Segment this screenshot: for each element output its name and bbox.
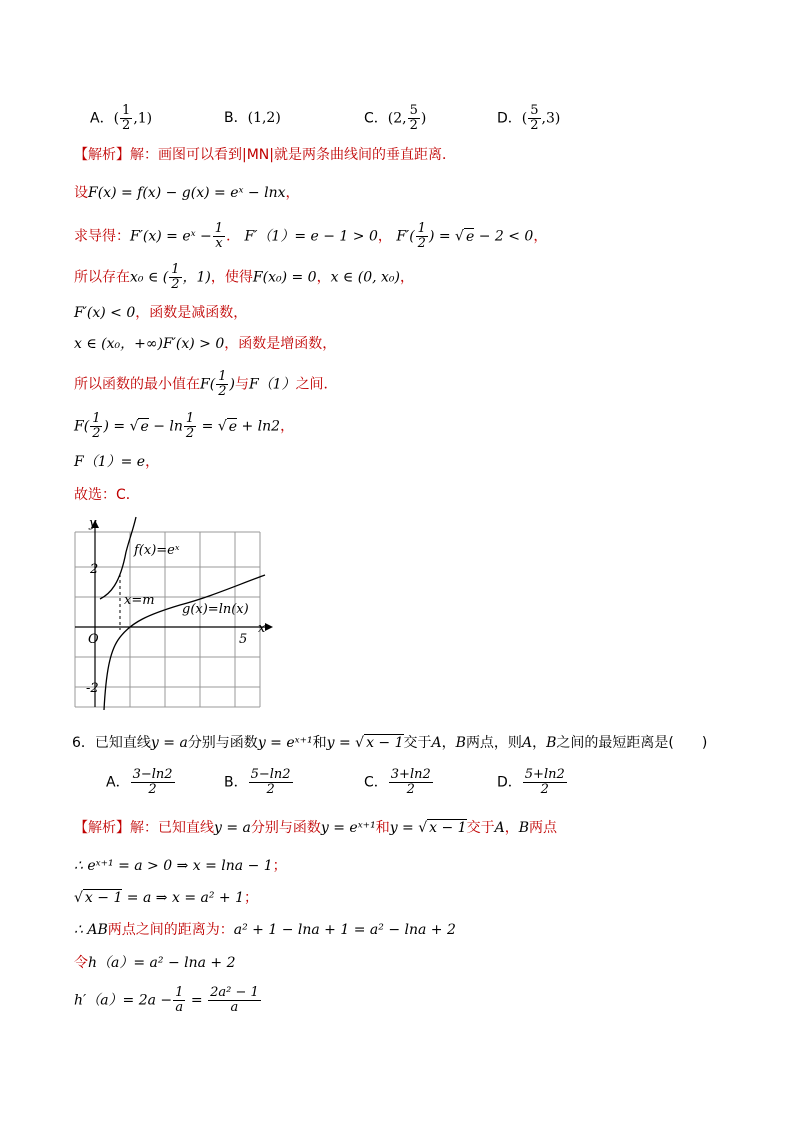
- formula: x ∈ (0, x₀): [330, 269, 400, 286]
- sqrt-content: e: [228, 418, 238, 435]
- formula: F′(x) = eˣ −: [130, 228, 212, 245]
- g-label: g(x)=ln(x): [182, 602, 249, 617]
- numerator: 5−ln2: [250, 767, 291, 782]
- option-text: (1,2): [247, 110, 281, 126]
- analysis-text: 解：画图可以看到|MN|就是两条曲线间的垂直距离．: [130, 147, 456, 163]
- tick-neg2: -2: [86, 681, 99, 696]
- q5-line-9: [74, 485, 140, 505]
- denominator: 2: [185, 426, 195, 441]
- text: ；: [244, 890, 258, 906]
- q5-line-8: [74, 452, 159, 472]
- option-label: A．: [90, 110, 114, 127]
- formula: ) =: [428, 228, 456, 245]
- formula: F′(: [396, 228, 415, 245]
- function-graph: [70, 512, 280, 712]
- sqrt-content: e: [465, 228, 475, 245]
- text: ，: [441, 735, 456, 751]
- fraction: [208, 986, 261, 1015]
- option-text: (2,: [387, 110, 407, 127]
- text: 和: [375, 820, 390, 836]
- text: 两点之间的距离为：: [107, 922, 234, 938]
- formula: y = a: [150, 735, 188, 751]
- fraction: [528, 104, 540, 133]
- formula: x ∈ (x₀，+∞)F′(x) > 0: [74, 336, 225, 352]
- fraction: [173, 986, 185, 1015]
- formula: h（a）= a² − lna + 2: [88, 955, 236, 971]
- formula: A: [431, 735, 442, 751]
- formula: y = eˣ⁺¹: [320, 820, 376, 836]
- fraction: [90, 412, 102, 441]
- denominator: 2: [148, 782, 157, 797]
- text: ，: [316, 269, 331, 286]
- formula: F(x) = f(x) − g(x) = eˣ − lnx: [88, 185, 286, 201]
- q5-line-3: [74, 263, 414, 292]
- numerator: 3+ln2: [390, 767, 431, 782]
- text: 求导得：: [74, 228, 130, 245]
- fraction: [213, 222, 225, 251]
- origin-label: O: [88, 632, 99, 647]
- fraction: [216, 370, 228, 399]
- text: 解：已知直线: [130, 820, 214, 836]
- m-label: x=m: [124, 593, 155, 608]
- text: 之间的最短距离是( ): [556, 735, 708, 751]
- text: ，: [399, 269, 414, 286]
- text: 分别与函数: [250, 820, 321, 836]
- x-label: x: [258, 621, 266, 636]
- q5-line-1: [74, 183, 299, 203]
- denominator: 2: [171, 277, 180, 292]
- denominator: 2: [530, 118, 539, 133]
- numerator: 1: [214, 221, 224, 236]
- denominator: 2: [122, 118, 131, 133]
- formula: F(x₀) = 0: [252, 269, 317, 286]
- q5-option-b[interactable]: [224, 108, 281, 128]
- option-label: A．: [106, 774, 130, 791]
- formula: y =: [326, 735, 356, 751]
- formula: A: [494, 820, 505, 836]
- text: 令: [74, 955, 88, 971]
- text: ，: [532, 735, 547, 751]
- text: 和: [312, 735, 327, 751]
- text: ，: [280, 418, 295, 435]
- denominator: 2: [406, 782, 415, 797]
- text: 交于: [403, 735, 432, 751]
- formula: A: [521, 735, 533, 751]
- option-label: B．: [224, 110, 248, 126]
- option-text: (: [521, 110, 528, 127]
- formula: − 2 < 0: [474, 228, 534, 245]
- fraction: [169, 263, 181, 292]
- option-label: D．: [497, 774, 522, 791]
- fraction: [184, 412, 196, 441]
- analysis-tag: 【解析】: [74, 147, 130, 163]
- formula: − ln: [148, 418, 183, 435]
- formula: = a ⇒ x = a² + 1: [122, 890, 244, 906]
- question-number: 6．: [72, 735, 95, 751]
- numerator: 5+ln2: [524, 767, 565, 782]
- grid: [75, 532, 260, 707]
- text: ，函数是减函数，: [135, 305, 248, 321]
- numerator: 2a² − 1: [210, 985, 259, 1000]
- q5-line-4: [74, 303, 247, 323]
- sqrt-content: e: [140, 418, 149, 435]
- formula: B: [518, 820, 530, 836]
- y-label: y: [89, 516, 97, 531]
- denominator: 2: [409, 118, 418, 133]
- q6-option-b[interactable]: [224, 768, 294, 797]
- q5-line-6: [74, 370, 338, 399]
- q6-option-a[interactable]: [106, 768, 176, 797]
- text: ，: [504, 820, 519, 836]
- tick-5: 5: [239, 632, 248, 647]
- option-text: ): [420, 110, 427, 127]
- q6-analysis-3: √ x − 1 = a ⇒ x = a² + 1；: [74, 890, 258, 906]
- formula: F(: [74, 418, 90, 435]
- q6-analysis-2: [74, 856, 287, 876]
- numerator: 1: [171, 262, 180, 277]
- fraction: [131, 768, 175, 797]
- formula: a² + 1 − lna + 1 = a² − lna + 2: [233, 922, 456, 938]
- option-text: ,1): [133, 110, 153, 127]
- formula: ) =: [103, 418, 130, 435]
- denominator: 2: [218, 384, 227, 399]
- denominator: 2: [266, 782, 275, 797]
- f-label: f(x)=eˣ: [134, 543, 180, 558]
- numerator: 1: [185, 411, 195, 426]
- q6-option-d[interactable]: [497, 768, 568, 797]
- denominator: x: [215, 236, 223, 251]
- formula: F(: [200, 376, 216, 393]
- numerator: 1: [175, 985, 184, 1000]
- denominator: 2: [417, 236, 426, 251]
- formula: y = a: [214, 820, 251, 836]
- text: 交于: [466, 820, 495, 836]
- text: ．: [226, 228, 241, 245]
- option-label: B．: [224, 774, 248, 791]
- text: 所以存在: [74, 269, 130, 286]
- q6-analysis-6: [74, 986, 262, 1015]
- text: 分别与函数: [187, 735, 258, 751]
- sqrt-content: x − 1: [429, 820, 467, 836]
- formula: F′(x) < 0: [74, 305, 136, 321]
- text: 与: [234, 376, 249, 393]
- text: 所以函数的最小值在: [74, 376, 200, 393]
- numerator: 1: [122, 103, 131, 118]
- formula: B: [455, 735, 466, 751]
- numerator: 5: [530, 103, 539, 118]
- q6-analysis-5: [74, 953, 236, 973]
- numerator: 3−ln2: [132, 767, 173, 782]
- fraction: [389, 768, 433, 797]
- q6-option-c[interactable]: [364, 768, 434, 797]
- numerator: 1: [92, 411, 101, 426]
- option-text: ,3): [541, 110, 561, 127]
- q6-analysis-1: 【解析】解：已知直线y = a分别与函数y = eˣ⁺¹和y = √ x − 1交于A，B两点: [74, 820, 558, 836]
- formula: F′（1）= e − 1 > 0: [244, 228, 378, 245]
- q6-analysis-4: [74, 920, 456, 940]
- text: ，: [145, 454, 160, 470]
- option-label: C．: [364, 774, 388, 791]
- sqrt-content: x − 1: [84, 890, 123, 906]
- formula: + ln2: [237, 418, 281, 435]
- fraction: [408, 104, 420, 133]
- formula: ，1): [182, 269, 211, 286]
- denominator: 2: [92, 426, 101, 441]
- formula: ∴ AB: [74, 922, 108, 938]
- formula: y = eˣ⁺¹: [257, 735, 313, 751]
- formula: ∴ eˣ⁺¹ = a > 0 ⇒ x = lna − 1: [74, 858, 273, 874]
- option-label: D．: [497, 110, 522, 127]
- fraction: [416, 222, 428, 251]
- text: ，: [533, 228, 548, 245]
- x-axis-arrow-icon: [265, 623, 273, 631]
- numerator: 1: [417, 221, 426, 236]
- denominator: a: [230, 1000, 239, 1015]
- q5-option-c[interactable]: [364, 104, 426, 133]
- formula: h′（a）= 2a −: [74, 992, 173, 1009]
- text: 两点，则: [465, 735, 522, 751]
- numerator: 5: [409, 103, 418, 118]
- text: 已知直线: [94, 735, 151, 751]
- tick-2: 2: [90, 562, 99, 577]
- formula: x₀ ∈ (: [130, 269, 169, 286]
- option-label: C．: [364, 110, 388, 127]
- answer-text: 故选：C．: [74, 487, 140, 503]
- text: 之间．: [295, 376, 338, 393]
- q6-stem: 6．已知直线y = a分别与函数y = eˣ⁺¹和y = √ x − 1交于A，B两点，则A，B之间的最短距离是( ): [72, 735, 708, 751]
- formula: =: [186, 992, 208, 1009]
- formula: y =: [389, 820, 419, 836]
- formula: =: [197, 418, 218, 435]
- q5-option-a[interactable]: [90, 104, 152, 133]
- q5-line-2: 求导得：F′(x) = eˣ − $\frac{1}{x}$ ． F′（1）= e − 1 > 0， F′( $\frac{1}{2}$ ) = √ e − 2 < 0，: [74, 221, 548, 251]
- text: 设: [74, 185, 88, 201]
- q5-line-5: [74, 334, 336, 354]
- formula: F（1）= e: [74, 454, 146, 470]
- text: 两点: [529, 820, 558, 836]
- denominator: a: [175, 1000, 184, 1015]
- text: ，: [285, 185, 300, 201]
- denominator: 2: [540, 782, 549, 797]
- fraction: [523, 768, 567, 797]
- fraction: [249, 768, 293, 797]
- formula: B: [546, 735, 557, 751]
- text: ，使得: [210, 269, 253, 286]
- option-text: (: [113, 110, 120, 127]
- analysis-tag: 【解析】: [74, 820, 130, 836]
- formula: ): [229, 376, 235, 393]
- text: ，: [377, 228, 392, 245]
- text: ，函数是增函数，: [224, 336, 337, 352]
- q5-analysis-intro: [74, 145, 456, 165]
- q5-line-7: F( $\frac{1}{2}$ ) = √ e − ln $\frac{1}{2}$ = √ e + ln2，: [74, 411, 295, 441]
- formula: F（1）: [248, 376, 296, 393]
- numerator: 1: [218, 369, 227, 384]
- q5-option-d[interactable]: [497, 104, 560, 133]
- fraction: [120, 104, 132, 133]
- text: ；: [272, 858, 287, 874]
- sqrt-content: x − 1: [366, 735, 404, 751]
- f-curve: [100, 517, 136, 599]
